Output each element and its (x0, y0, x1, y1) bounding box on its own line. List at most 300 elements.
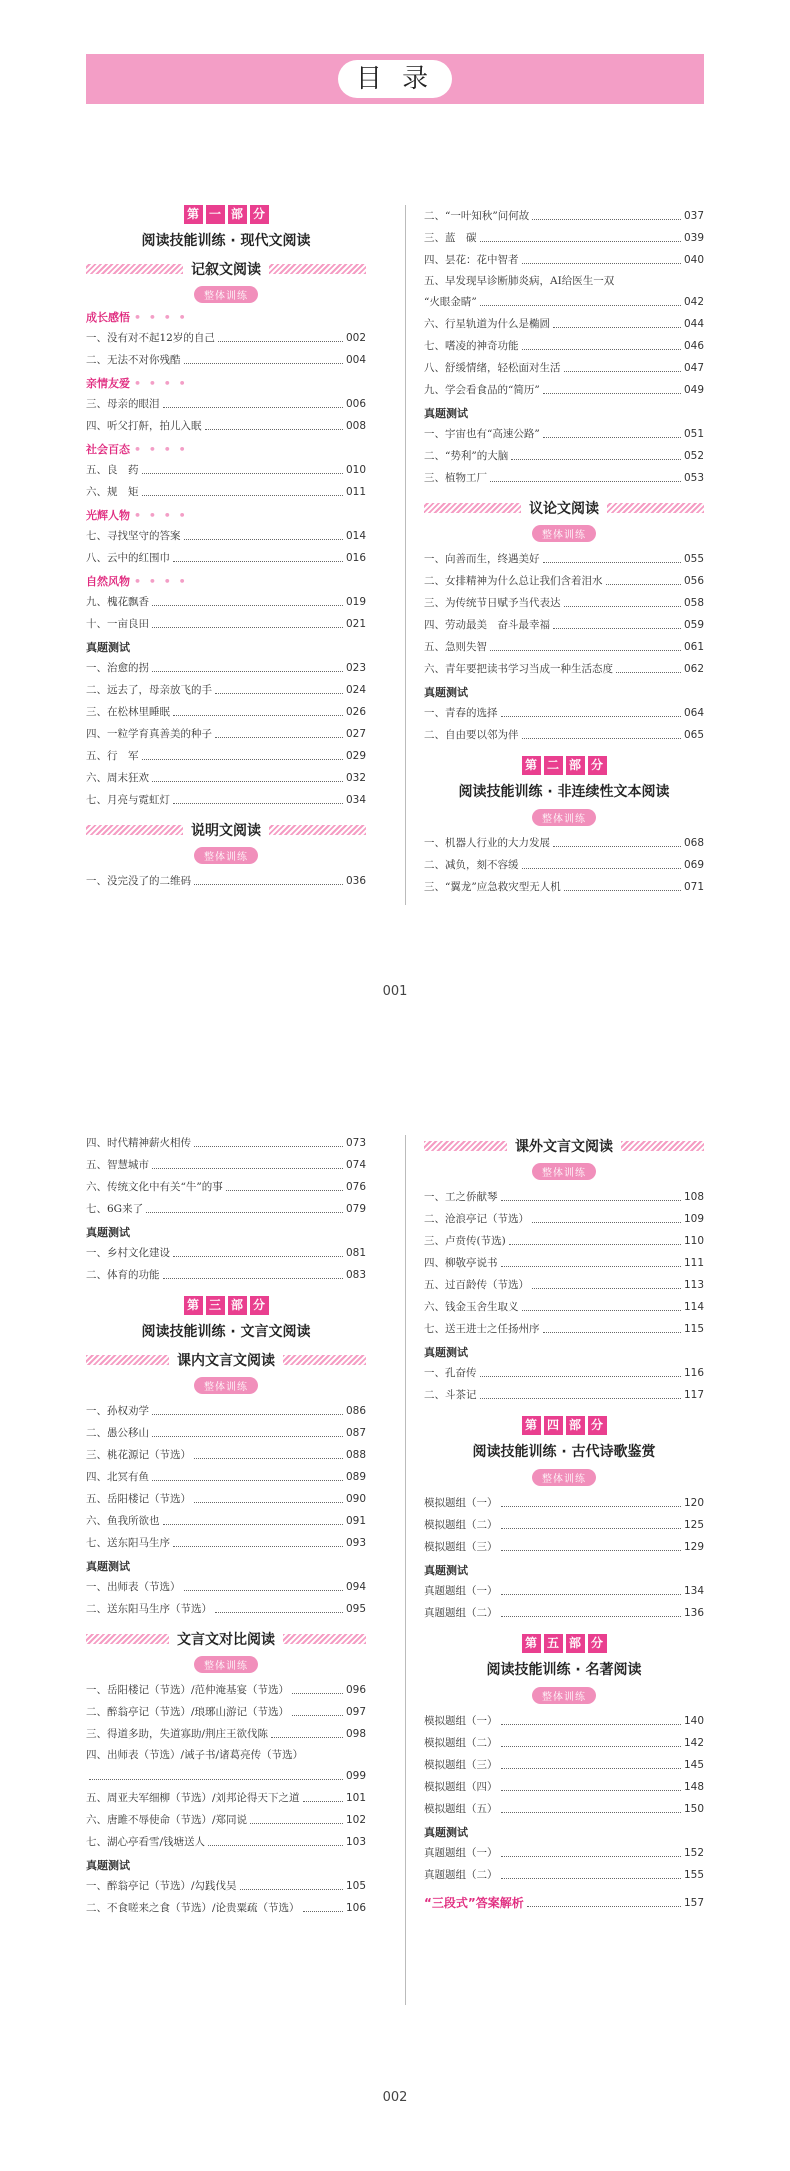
entry-page: 111 (683, 1257, 704, 1269)
toc-entry[interactable] (424, 205, 704, 227)
training-label-row (86, 284, 366, 303)
toc-entry[interactable] (86, 870, 366, 892)
entry-page: 024 (345, 684, 366, 696)
dot-leader (501, 1200, 681, 1201)
toc-entry[interactable] (86, 1176, 366, 1198)
entry-page: 099 (345, 1770, 366, 1782)
entry-title: 模拟题组（一） (424, 1497, 498, 1509)
dot-leader (501, 1768, 681, 1769)
entry-title: 三、植物工厂 (424, 472, 487, 484)
toc-entry[interactable] (424, 357, 704, 379)
entry-page: 071 (683, 881, 704, 893)
dot-leader (173, 715, 343, 716)
dot-leader (522, 263, 681, 264)
entry-page: 037 (683, 210, 704, 222)
dot-leader (194, 884, 343, 885)
entry-page: 036 (345, 875, 366, 887)
training-badge: 整体训练 (532, 1687, 596, 1704)
toc-entry[interactable] (86, 1422, 366, 1444)
part-title: 阅读技能训练 · 名著阅读 (486, 1662, 642, 1678)
entry-page: 064 (683, 707, 704, 719)
category-heading (86, 309, 366, 327)
test-subheading: 真题测试 (424, 686, 468, 699)
entry-title: 六、青年要把读书学习当成一种生活态度 (424, 663, 613, 675)
dot-leader (173, 561, 343, 562)
section-heading (86, 1628, 366, 1650)
toc-entry[interactable] (424, 1384, 704, 1406)
toc-entry[interactable] (86, 481, 366, 503)
toc-entry[interactable] (86, 1809, 366, 1831)
toc-entry[interactable] (424, 379, 704, 401)
toc-entry[interactable] (424, 249, 704, 271)
category-label: 光辉人物 (86, 509, 130, 522)
toc-entry[interactable] (86, 1723, 366, 1745)
dot-leader (480, 305, 681, 306)
test-subheading: 真题测试 (86, 1560, 130, 1573)
toc-entry[interactable] (424, 854, 704, 876)
part-badge-char: 分 (588, 1416, 607, 1435)
part-badge-char: 第 (522, 1416, 541, 1435)
entry-title: 模拟题组（二） (424, 1519, 498, 1531)
dot-leader (532, 1288, 681, 1289)
entry-page: 081 (345, 1247, 366, 1259)
toc-entry[interactable] (86, 1701, 366, 1723)
entry-title: 一、没完没了的二维码 (86, 875, 191, 887)
section-stripe-right (283, 1634, 366, 1644)
entry-title: 三、在松林里睡眠 (86, 706, 170, 718)
training-label-row (424, 807, 704, 826)
section-stripe-left (86, 1355, 169, 1365)
entry-page: 062 (683, 663, 704, 675)
dot-leader (522, 349, 681, 350)
entry-title: 一、没有对不起12岁的自己 (86, 332, 215, 344)
toc-entry[interactable] (424, 570, 704, 592)
toc-entry[interactable] (86, 1154, 366, 1176)
dot-leader (527, 1906, 681, 1907)
entry-title: 十、一亩良田 (86, 618, 149, 630)
toc-entry[interactable] (424, 548, 704, 570)
dot-leader (501, 1812, 681, 1813)
dot-leader (173, 803, 343, 804)
entry-page: 026 (345, 706, 366, 718)
dot-leader (490, 650, 681, 651)
category-label: 成长感悟 (86, 311, 130, 324)
part-badge-char: 部 (566, 756, 585, 775)
entry-page: 089 (345, 1471, 366, 1483)
toc-entry[interactable] (424, 423, 704, 445)
part-heading (424, 1634, 704, 1679)
entry-title: 七、嗜凌的神奇功能 (424, 340, 519, 352)
entry-page: 120 (683, 1497, 704, 1509)
toc-entry[interactable] (86, 1488, 366, 1510)
toc-entry[interactable] (424, 1754, 704, 1776)
entry-page: 076 (345, 1181, 366, 1193)
toc-entry[interactable] (86, 1400, 366, 1422)
toc-entry[interactable] (86, 349, 366, 371)
part-title: 阅读技能训练 · 文言文阅读 (141, 1324, 311, 1340)
dot-leader (616, 672, 681, 673)
toc-entry[interactable] (86, 1897, 366, 1919)
entry-page: 029 (345, 750, 366, 762)
entry-title: 七、送东阳马生序 (86, 1537, 170, 1549)
training-badge: 整体训练 (532, 1469, 596, 1486)
toc-entry[interactable] (424, 832, 704, 854)
toc-entry[interactable] (424, 335, 704, 357)
toc-entry[interactable] (86, 393, 366, 415)
toc-entry[interactable] (86, 1198, 366, 1220)
dot-leader (553, 628, 681, 629)
training-label-row (86, 1654, 366, 1673)
dot-leader (152, 1168, 343, 1169)
category-heading (86, 573, 366, 591)
test-subheading: 真题测试 (86, 1859, 130, 1872)
entry-page: 039 (683, 232, 704, 244)
training-badge: 整体训练 (194, 1656, 258, 1673)
toc-entry[interactable] (424, 1274, 704, 1296)
part-heading (424, 756, 704, 801)
training-label-row (86, 1375, 366, 1394)
toc-entry[interactable] (86, 1510, 366, 1532)
entry-title: 一、岳阳楼记（节选）/范仲淹基宴（节选） (86, 1684, 290, 1696)
entry-title: 一、宇宙也有“高速公路” (424, 428, 540, 440)
part-badge-char: 部 (228, 205, 247, 224)
toc-entry[interactable] (424, 1580, 704, 1602)
toc-entry[interactable] (424, 636, 704, 658)
toc-entry[interactable] (86, 547, 366, 569)
dot-leader (501, 1790, 681, 1791)
part-badge-char: 四 (544, 1416, 563, 1435)
dot-leader (501, 1878, 681, 1879)
toc-entry[interactable] (424, 1602, 704, 1624)
toc-entry[interactable] (86, 613, 366, 635)
entry-title: 六、钱金玉舍生取义 (424, 1301, 519, 1313)
answer-key-entry[interactable] (424, 1892, 704, 1914)
toc-entry[interactable] (86, 415, 366, 437)
toc-entry[interactable] (86, 1576, 366, 1598)
entry-page: 055 (683, 553, 704, 565)
entry-page: 098 (345, 1728, 366, 1740)
entry-title: 七、月亮与霓虹灯 (86, 794, 170, 806)
dot-leader (522, 1310, 681, 1311)
entry-page: 021 (345, 618, 366, 630)
toc-entry[interactable] (86, 1532, 366, 1554)
dot-leader (173, 1546, 343, 1547)
section-title: 课外文言文阅读 (515, 1139, 613, 1155)
toc-entry[interactable] (86, 679, 366, 701)
entry-title: 二、体育的功能 (86, 1269, 160, 1281)
entry-page: 019 (345, 596, 366, 608)
entry-title: 二、醉翁亭记（节选）/琅琊山游记（节选） (86, 1706, 290, 1718)
dot-leader (564, 606, 681, 607)
toc-entry[interactable] (86, 327, 366, 349)
dot-leader (142, 473, 343, 474)
dot-leader (146, 1212, 343, 1213)
part-badge-char: 第 (184, 205, 203, 224)
dot-leader (490, 481, 681, 482)
toc-entry[interactable] (424, 313, 704, 335)
entry-title: 二、斗茶记 (424, 1389, 477, 1401)
dot-leader (194, 1146, 343, 1147)
toc-entry[interactable] (86, 1679, 366, 1701)
toc-entry[interactable] (86, 657, 366, 679)
toc-entry[interactable] (424, 876, 704, 898)
part-badge-char: 一 (206, 205, 225, 224)
entry-title: 四、劳动最美 奋斗最幸福 (424, 619, 550, 631)
part-badge-char: 分 (588, 756, 607, 775)
entry-title: 八、云中的红围巾 (86, 552, 170, 564)
dot-leader (509, 1244, 681, 1245)
dot-leader (184, 1590, 343, 1591)
section-stripe-left (424, 1141, 507, 1151)
entry-title: 七、送王进士之任扬州序 (424, 1323, 540, 1335)
entry-line2 (86, 1765, 366, 1787)
part-badge-char: 分 (588, 1634, 607, 1653)
entry-title: 二、愚公移山 (86, 1427, 149, 1439)
entry-title: 二、不食嗟来之食（节选）/论贵粟疏（节选） (86, 1902, 300, 1914)
entry-title: 五、行 军 (86, 750, 139, 762)
entry-page: 011 (345, 486, 366, 498)
dot-leader (142, 495, 343, 496)
entry-page: 134 (683, 1585, 704, 1597)
entry-page: 088 (345, 1449, 366, 1461)
toc-entry[interactable] (424, 1186, 704, 1208)
toc-entry[interactable] (424, 445, 704, 467)
toc-entry[interactable] (424, 658, 704, 680)
page-number: 001 (382, 984, 408, 999)
entry-page: 136 (683, 1607, 704, 1619)
toc-entry[interactable] (424, 1842, 704, 1864)
toc-entry[interactable] (424, 1514, 704, 1536)
entry-title: 七、寻找坚守的答案 (86, 530, 181, 542)
category-dots: • • • • (134, 377, 188, 390)
entry-page: 096 (345, 1684, 366, 1696)
dot-leader (543, 562, 681, 563)
toc-entry[interactable] (424, 1318, 704, 1340)
part-heading (86, 1296, 366, 1341)
dot-leader (553, 327, 681, 328)
entry-page: 109 (683, 1213, 704, 1225)
dot-leader (501, 1594, 681, 1595)
toc-entry[interactable] (86, 789, 366, 811)
entry-page: 087 (345, 1427, 366, 1439)
entry-title: 五、岳阳楼记（节选） (86, 1493, 191, 1505)
entry-page: 023 (345, 662, 366, 674)
entry-title: 一、乡村文化建设 (86, 1247, 170, 1259)
dot-leader (184, 539, 343, 540)
training-badge: 整体训练 (532, 809, 596, 826)
toc-entry[interactable] (86, 459, 366, 481)
section-heading (86, 258, 366, 280)
entry-line2 (424, 291, 704, 313)
toc-entry[interactable] (424, 1362, 704, 1384)
column-divider (405, 205, 406, 905)
dot-leader (564, 371, 681, 372)
toc-entry[interactable] (86, 767, 366, 789)
entry-title: 模拟题组（五） (424, 1803, 498, 1815)
entry-title: 四、时代精神薪火相传 (86, 1137, 191, 1149)
test-subheading: 真题测试 (86, 1226, 130, 1239)
toc-entry[interactable] (86, 591, 366, 613)
toc-entry[interactable] (86, 1875, 366, 1897)
entry-title: 二、远去了，母亲放飞的手 (86, 684, 212, 696)
section-title: 课内文言文阅读 (177, 1353, 275, 1369)
dot-leader (501, 1550, 681, 1551)
entry-title: 三、桃花源记（节选） (86, 1449, 191, 1461)
toc-entry[interactable] (86, 745, 366, 767)
training-label-row (86, 845, 366, 864)
toc-entry[interactable] (86, 1831, 366, 1853)
entry-title: 四、柳敬亭说书 (424, 1257, 498, 1269)
column-divider (405, 1135, 406, 2005)
entry-title: 一、醉翁亭记（节选）/勾践伐吴 (86, 1880, 237, 1892)
part-badge-char: 分 (250, 1296, 269, 1315)
dot-leader (152, 781, 343, 782)
part-number-badges (424, 756, 704, 775)
entry-title: 二、“一叶知秋”问何故 (424, 210, 530, 222)
dot-leader (543, 393, 681, 394)
entry-page: 061 (683, 641, 704, 653)
section-title: 说明文阅读 (191, 823, 261, 839)
training-badge: 整体训练 (532, 1163, 596, 1180)
entry-title: 五、急则失智 (424, 641, 487, 653)
section-title: 文言文对比阅读 (177, 1632, 275, 1648)
toc-entry[interactable] (424, 1710, 704, 1732)
section-stripe-left (86, 825, 183, 835)
toc-entry[interactable] (86, 1242, 366, 1264)
toc-entry[interactable] (424, 1864, 704, 1886)
entry-title: 一、孔奋传 (424, 1367, 477, 1379)
training-label-row (424, 1467, 704, 1486)
entry-title: 模拟题组（三） (424, 1541, 498, 1553)
entry-title: 四、北冥有鱼 (86, 1471, 149, 1483)
section-stripe-left (424, 503, 521, 513)
part-badge-char: 部 (566, 1416, 585, 1435)
section-stripe-right (621, 1141, 704, 1151)
entry-page: 053 (683, 472, 704, 484)
toc-entry[interactable] (424, 467, 704, 489)
entry-title: 模拟题组（四） (424, 1781, 498, 1793)
toc-entry[interactable] (86, 1444, 366, 1466)
entry-page: 002 (345, 332, 366, 344)
entry-page: 145 (683, 1759, 704, 1771)
entry-title: 一、出师表（节选） (86, 1581, 181, 1593)
entry-title: 模拟题组（一） (424, 1715, 498, 1727)
entry-title: 三、“翼龙”应急救灾型无人机 (424, 881, 561, 893)
entry-title: 七、6G来了 (86, 1203, 144, 1215)
entry-title: 三、母亲的眼泪 (86, 398, 160, 410)
entry-page: 101 (345, 1792, 366, 1804)
section-stripe-right (269, 264, 366, 274)
toc-entry[interactable] (424, 227, 704, 249)
entry-page: 150 (683, 1803, 704, 1815)
dot-leader (163, 407, 343, 408)
toc-entry[interactable] (424, 1252, 704, 1274)
entry-title: 五、过百龄传（节选） (424, 1279, 529, 1291)
entry-title: 二、无法不对你残酷 (86, 354, 181, 366)
dot-leader (215, 737, 343, 738)
toc-entry[interactable] (86, 1466, 366, 1488)
dot-leader (152, 605, 343, 606)
entry-page: 051 (683, 428, 704, 440)
dot-leader (303, 1801, 343, 1802)
entry-title: “火眼金睛” (424, 296, 477, 308)
answer-key-title: “三段式”答案解析 (424, 1896, 524, 1910)
dot-leader (501, 1616, 681, 1617)
entry-page: 110 (683, 1235, 704, 1247)
entry-page: 079 (345, 1203, 366, 1215)
toc-entry[interactable] (424, 1798, 704, 1820)
entry-page: 049 (683, 384, 704, 396)
toc-entry[interactable] (424, 1536, 704, 1558)
entry-page: 032 (345, 772, 366, 784)
training-badge: 整体训练 (194, 847, 258, 864)
entry-page: 148 (683, 1781, 704, 1793)
toc-entry[interactable] (86, 701, 366, 723)
entry-title: 真题题组（二） (424, 1607, 498, 1619)
toc-entry[interactable] (424, 1776, 704, 1798)
entry-page: 008 (345, 420, 366, 432)
toc-entry[interactable] (424, 1230, 704, 1252)
page-number: 002 (382, 2090, 408, 2105)
test-subheading: 真题测试 (424, 1826, 468, 1839)
training-label-row (424, 1161, 704, 1180)
entry-title: 九、槐花飘香 (86, 596, 149, 608)
toc-entry[interactable] (424, 271, 704, 313)
toc-entry[interactable] (424, 1296, 704, 1318)
toc-entry[interactable] (86, 1598, 366, 1620)
toc-entry[interactable] (424, 1208, 704, 1230)
toc-entry[interactable] (86, 1745, 366, 1787)
dot-leader (564, 890, 681, 891)
toc-entry[interactable] (86, 525, 366, 547)
dot-leader (501, 1266, 681, 1267)
entry-title: 一、机器人行业的大力发展 (424, 837, 550, 849)
dot-leader (606, 584, 681, 585)
dot-leader (152, 627, 343, 628)
entry-title: 三、为传统节日赋予当代表达 (424, 597, 561, 609)
section-stripe-left (86, 1634, 169, 1644)
entry-page: 034 (345, 794, 366, 806)
entry-page: 157 (683, 1897, 704, 1909)
entry-page: 102 (345, 1814, 366, 1826)
toc-entry[interactable] (424, 702, 704, 724)
toc-entry[interactable] (86, 1264, 366, 1286)
toc-entry[interactable] (424, 592, 704, 614)
entry-title-line1: 四、出师表（节选）/诫子书/诸葛亮传（节选） (86, 1749, 304, 1761)
toc-entry[interactable] (86, 1787, 366, 1809)
category-heading (86, 375, 366, 393)
dot-leader (543, 437, 681, 438)
entry-page: 040 (683, 254, 704, 266)
section-heading (424, 497, 704, 519)
toc-entry[interactable] (424, 1492, 704, 1514)
test-subheading: 真题测试 (424, 407, 468, 420)
toc-entry[interactable] (424, 614, 704, 636)
entry-page: 114 (683, 1301, 704, 1313)
entry-page: 004 (345, 354, 366, 366)
dot-leader (89, 1779, 343, 1780)
dot-leader (522, 868, 681, 869)
toc-entry[interactable] (424, 1732, 704, 1754)
training-label-row (424, 523, 704, 542)
toc-entry[interactable] (424, 724, 704, 746)
section-stripe-right (607, 503, 704, 513)
toc-entry[interactable] (86, 723, 366, 745)
entry-title: 一、孙权劝学 (86, 1405, 149, 1417)
toc-entry[interactable] (86, 1132, 366, 1154)
entry-title: 六、规 矩 (86, 486, 139, 498)
entry-page: 086 (345, 1405, 366, 1417)
